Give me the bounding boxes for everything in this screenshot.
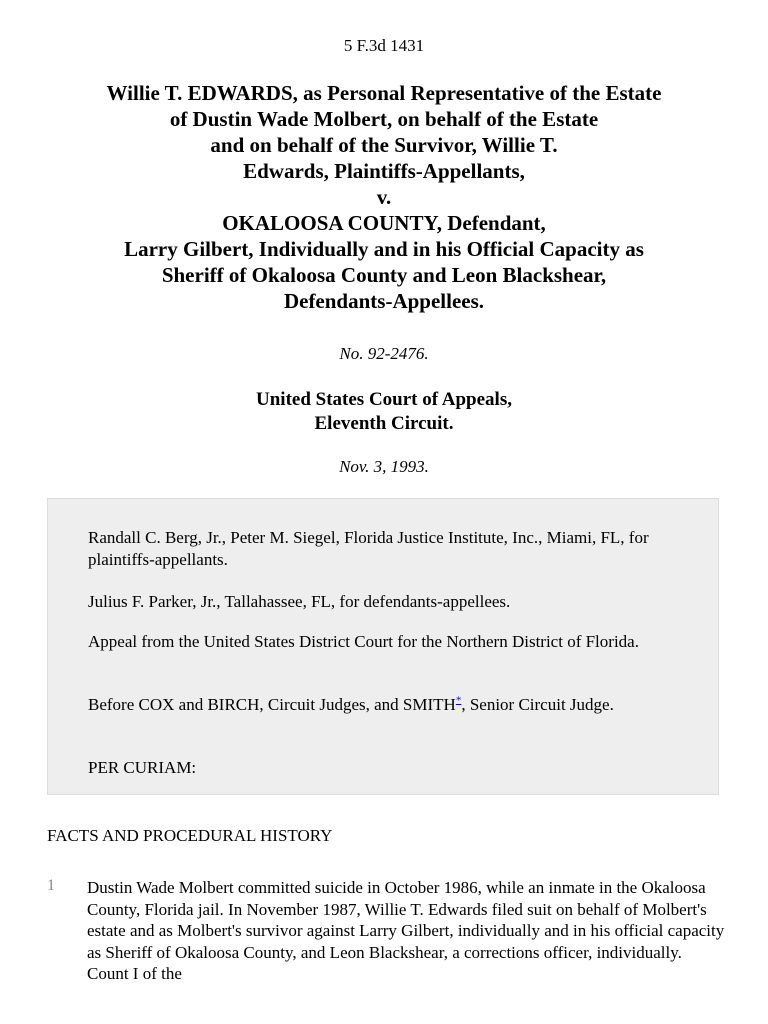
per-curiam: PER CURIAM: bbox=[88, 758, 197, 777]
panel-judges-prefix: Before COX and BIRCH, Circuit Judges, and SMITH bbox=[88, 695, 456, 714]
case-header-box bbox=[47, 498, 719, 795]
section-heading: FACTS AND PROCEDURAL HISTORY bbox=[47, 826, 333, 845]
decision-date: Nov. 3, 1993. bbox=[339, 457, 429, 476]
case-title-line: OKALOOSA COUNTY, Defendant, bbox=[222, 211, 546, 235]
case-title-line: Defendants-Appellees. bbox=[283, 289, 485, 313]
case-title-line: Willie T. EDWARDS, as Personal Representative of the Estate bbox=[106, 81, 662, 105]
appeal-from: Appeal from the United States District Court for the Northern District of Florida. bbox=[88, 632, 639, 651]
case-title bbox=[0, 80, 768, 314]
counsel-plaintiffs: Randall C. Berg, Jr., Peter M. Siegel, Florida Justice Institute, Inc., Miami, FL, for plaintiffs-appellants. bbox=[88, 528, 649, 569]
docket-number: No. 92-2476. bbox=[339, 344, 429, 363]
citation: 5 F.3d 1431 bbox=[343, 36, 425, 55]
footnote-link[interactable]: * bbox=[455, 694, 462, 707]
case-title-line: v. bbox=[376, 185, 392, 209]
court-name bbox=[0, 388, 768, 436]
paragraph-number: 1 bbox=[47, 877, 55, 894]
paragraph-text: Dustin Wade Molbert committed suicide in October 1986, while an inmate in the Okaloosa County, Florida jail. In November 1987, Willie T. Edwards filed suit on behalf of Molbert's estate and as Molbert's survivor against Larry Gilbert, individually and in his official capacity as Sheriff of Okaloosa County, and Leon Blackshear, a corrections officer, individually. Count I of the bbox=[87, 878, 725, 984]
counsel-defendants: Julius F. Parker, Jr., Tallahassee, FL, for defendants-appellees. bbox=[88, 592, 511, 611]
panel-judges-suffix: , Senior Circuit Judge. bbox=[461, 695, 614, 714]
case-title-line: Edwards, Plaintiffs-Appellants, bbox=[243, 159, 525, 183]
court-name-line: United States Court of Appeals, bbox=[256, 389, 512, 410]
case-title-line: and on behalf of the Survivor, Willie T. bbox=[210, 133, 558, 157]
court-name-line: Eleventh Circuit. bbox=[314, 413, 454, 434]
panel-judges bbox=[88, 694, 688, 716]
case-title-line: Sheriff of Okaloosa County and Leon Blackshear, bbox=[161, 263, 607, 287]
case-title-line: of Dustin Wade Molbert, on behalf of the Estate bbox=[169, 107, 599, 131]
case-title-line: Larry Gilbert, Individually and in his Official Capacity as bbox=[124, 237, 644, 261]
